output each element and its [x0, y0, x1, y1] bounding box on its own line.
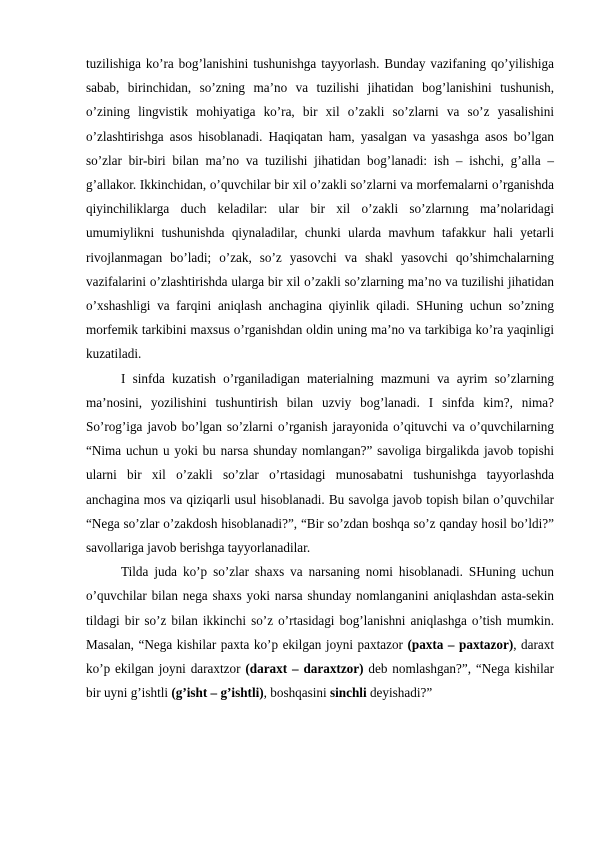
document-page [86, 52, 554, 705]
paragraph-3-text-a: Tilda juda ko’p so’zlar shaxs va narsaning nomi hisoblanadi. SHuning uchun o’quvchilar bilan nega shaxs yoki narsa shunday nomlanganini aniqlashdan asta-sekin tildagi bir so’z bilan ikkinchi so’z o’rtasidagi bog’lanishni aniqlashga o’tish mumkin. Masalan, “Nega kishilar paxta ko’p ekilgan joyni paxtazor [86, 564, 554, 652]
paragraph-3-text-e: deyishadi?” [366, 685, 433, 701]
paragraph-3-text-c: deb nomlashgan?”, “Nega kishilar bir uyni g’ishtli [86, 661, 554, 701]
paragraph-3 [86, 560, 554, 705]
paragraph-1 [86, 52, 554, 367]
paragraph-3-bold-example-paxta: (paxta – paxtazor) [407, 636, 514, 652]
paragraph-3-bold-example-gisht: (g’isht – g’ishtli) [171, 685, 264, 701]
paragraph-1-text: tuzilishiga ko’ra bog’lanishini tushunishga tayyorlash. Bunday vazifaning qo’yilishiga sabab, birinchidan, so’zning ma’no va tuzilishi jihatidan bog’lanishini tushunish, o’zining lingvistik mohiyatiga ko’ra, bir xil o’zakli so’zlarni va so’z yasalishini o’zlashtirishga asos hisoblanadi. Haqiqatan ham, yasalgan va yasashga asos bo’lgan so’zlar bir-biri bilan ma’no va tuzilishi jihatidan bog’lanadi: ish – ishchi, g’alla – g’allakor. Ikkinchidan, o’quvchilar bir xil o’zakli so’zlarni va morfemalarni o’rganishda qiyinchiliklarga duch keladilar: ular bir xil o’zakli so’zlarnıng ma’nolaridagi umumiylikni tushunishda qiynaladilar, chunki ularda mavhum tafakkur hali yetarli rivojlanmagan bo’ladi; o’zak, so’z yasovchi va shakl yasovchi qo’shimchalarning vazifalarini o’zlashtirishda ularga bir xil o’zakli so’zlarning ma’no va tuzilishi jihatidan o’xshashligi va farqini aniqlash anchagina qiyinlik qiladi. SHuning uchun so’zning morfemik tarkibini maxsus o’rganishdan oldin uning ma’no va tarkibiga ko’ra yaqinligi kuzatiladi. [86, 56, 554, 362]
paragraph-3-text-b: , daraxt ko’p ekilgan joyni daraxtzor [86, 636, 554, 677]
paragraph-3-text-d: , boshqasini [263, 685, 330, 701]
paragraph-3-bold-sinchli: sinchli [329, 685, 367, 701]
paragraph-2 [86, 367, 554, 561]
paragraph-3-bold-example-daraxt: (daraxt – daraxtzor) [245, 661, 364, 677]
paragraph-2-text: I sinfda kuzatish o’rganiladigan materialning mazmuni va ayrim so’zlarning ma’nosini, yozilishini tushuntirish bilan uzviy bog’lanadi. I sinfda kim?, nima? So’rog’iga javob bo’lgan so’zlarni o’rganish jarayonida o’qituvchi va o’quvchilarning “Nima uchun u yoki bu narsa shunday nomlangan?” savoliga birgalikda javob topishi ularni bir xil o’zakli so’zlar o’rtasidagi munosabatni tushunishga tayyorlashda anchagina mos va qiziqarli usul hisoblanadi. Bu savolga javob topish bilan o’quvchilar “Nega so’zlar o’zakdosh hisoblanadi?”, “Bir so’zdan boshqa so’z qanday hosil bo’ldi?” savollariga javob berishga tayyorlanadilar. [86, 370, 554, 556]
